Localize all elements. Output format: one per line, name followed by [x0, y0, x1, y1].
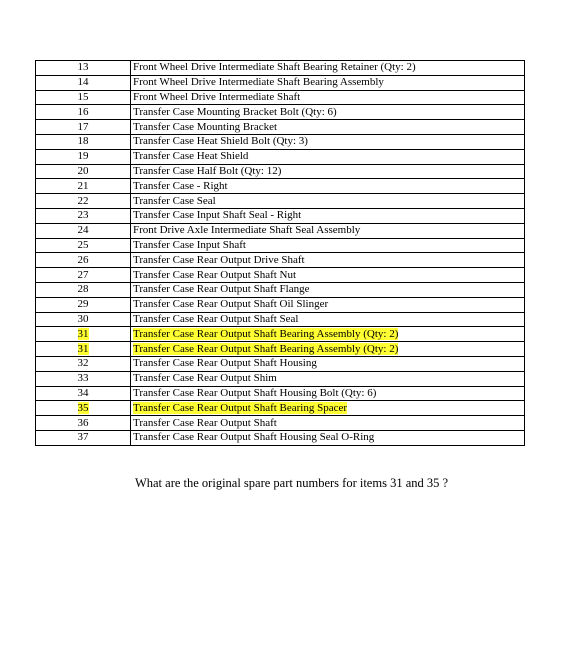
table-row	[36, 223, 525, 238]
table-row	[36, 75, 525, 90]
table-row	[36, 179, 525, 194]
item-number-cell	[36, 149, 131, 164]
table-row	[36, 253, 525, 268]
item-number: 26	[77, 253, 89, 266]
item-description-cell	[131, 164, 525, 179]
item-number: 34	[77, 386, 89, 399]
item-description: Transfer Case Rear Output Shaft Seal	[133, 312, 299, 325]
item-description: Transfer Case Heat Shield	[133, 150, 249, 163]
item-number-cell	[36, 90, 131, 105]
item-number: 21	[77, 179, 89, 192]
item-description-cell	[131, 105, 525, 120]
item-number-cell	[36, 179, 131, 194]
table-row	[36, 297, 525, 312]
item-number: 35	[77, 401, 89, 414]
item-number-cell	[36, 61, 131, 76]
item-number: 32	[77, 357, 89, 370]
table-row	[36, 120, 525, 135]
table-row	[36, 430, 525, 445]
item-description-cell	[131, 149, 525, 164]
item-description-cell	[131, 253, 525, 268]
item-number: 17	[77, 120, 89, 133]
item-description-cell	[131, 134, 525, 149]
item-number: 19	[77, 150, 89, 163]
item-description-cell	[131, 327, 525, 342]
item-description: Transfer Case - Right	[133, 179, 228, 192]
item-description-cell	[131, 371, 525, 386]
item-description-cell	[131, 297, 525, 312]
table-row	[36, 61, 525, 76]
item-number-cell	[36, 312, 131, 327]
item-description: Transfer Case Rear Output Drive Shaft	[133, 253, 305, 266]
item-description: Transfer Case Input Shaft	[133, 238, 246, 251]
item-number-cell	[36, 105, 131, 120]
item-number: 31	[77, 327, 89, 340]
table-row	[36, 386, 525, 401]
item-description-cell	[131, 90, 525, 105]
item-number: 16	[77, 105, 89, 118]
table-row	[36, 194, 525, 209]
item-description-cell	[131, 430, 525, 445]
item-description-cell	[131, 75, 525, 90]
table-row	[36, 282, 525, 297]
item-number-cell	[36, 342, 131, 357]
item-description-cell	[131, 194, 525, 209]
item-description: Transfer Case Rear Output Shaft Flange	[133, 283, 310, 296]
item-description: Front Wheel Drive Intermediate Shaft Bearing Retainer (Qty: 2)	[133, 61, 416, 74]
item-number: 23	[77, 209, 89, 222]
table-row	[36, 416, 525, 431]
item-number-cell	[36, 134, 131, 149]
item-number-cell	[36, 297, 131, 312]
item-number-cell	[36, 223, 131, 238]
item-description-cell	[131, 120, 525, 135]
item-number: 30	[77, 312, 89, 325]
item-description: Transfer Case Rear Output Shaft Nut	[133, 268, 297, 281]
table-row	[36, 238, 525, 253]
item-number-cell	[36, 386, 131, 401]
item-description-cell	[131, 356, 525, 371]
parts-table	[35, 60, 525, 446]
item-description: Transfer Case Mounting Bracket	[133, 120, 278, 133]
item-number: 22	[77, 194, 89, 207]
table-row	[36, 105, 525, 120]
item-number-cell	[36, 253, 131, 268]
item-number: 31	[77, 342, 89, 355]
item-number-cell	[36, 356, 131, 371]
item-number: 29	[77, 298, 89, 311]
item-number-cell	[36, 430, 131, 445]
item-description-cell	[131, 268, 525, 283]
item-description: Transfer Case Rear Output Shaft Housing Seal O-Ring	[133, 431, 375, 444]
question-text: What are the original spare part numbers for items 31 and 35 ?	[134, 476, 449, 490]
item-description-cell	[131, 282, 525, 297]
item-number-cell	[36, 75, 131, 90]
item-description-cell	[131, 61, 525, 76]
item-description-cell	[131, 342, 525, 357]
item-description: Transfer Case Rear Output Shaft Housing Bolt (Qty: 6)	[133, 386, 377, 399]
table-row	[36, 342, 525, 357]
item-number: 20	[77, 164, 89, 177]
table-row	[36, 134, 525, 149]
item-number: 25	[77, 238, 89, 251]
table-row	[36, 208, 525, 223]
table-row	[36, 401, 525, 416]
item-description: Transfer Case Rear Output Shaft Bearing Assembly (Qty: 2)	[133, 327, 399, 340]
item-number-cell	[36, 208, 131, 223]
item-description: Transfer Case Rear Output Shaft Oil Slinger	[133, 298, 329, 311]
item-description: Transfer Case Rear Output Shaft Housing	[133, 357, 317, 370]
item-number-cell	[36, 327, 131, 342]
item-number-cell	[36, 120, 131, 135]
item-description-cell	[131, 238, 525, 253]
table-row	[36, 327, 525, 342]
table-row	[36, 371, 525, 386]
item-number-cell	[36, 238, 131, 253]
item-description: Transfer Case Half Bolt (Qty: 12)	[133, 164, 282, 177]
item-description-cell	[131, 208, 525, 223]
item-number: 28	[77, 283, 89, 296]
item-description: Transfer Case Heat Shield Bolt (Qty: 3)	[133, 135, 308, 148]
item-number-cell	[36, 401, 131, 416]
item-number: 24	[77, 224, 89, 237]
item-description-cell	[131, 223, 525, 238]
item-number: 37	[77, 431, 89, 444]
item-description-cell	[131, 386, 525, 401]
item-number: 36	[77, 416, 89, 429]
item-number: 14	[77, 76, 89, 89]
item-number-cell	[36, 282, 131, 297]
item-description-cell	[131, 416, 525, 431]
item-number-cell	[36, 194, 131, 209]
item-description: Transfer Case Seal	[133, 194, 216, 207]
table-row	[36, 312, 525, 327]
item-description: Transfer Case Input Shaft Seal - Right	[133, 209, 302, 222]
item-description: Transfer Case Rear Output Shaft Bearing Assembly (Qty: 2)	[133, 342, 399, 355]
table-row	[36, 268, 525, 283]
item-description: Transfer Case Rear Output Shaft	[133, 416, 277, 429]
item-number: 13	[77, 61, 89, 74]
table-row	[36, 356, 525, 371]
item-number-cell	[36, 371, 131, 386]
table-row	[36, 149, 525, 164]
item-description: Front Wheel Drive Intermediate Shaft	[133, 90, 301, 103]
item-number-cell	[36, 164, 131, 179]
item-number: 18	[77, 135, 89, 148]
item-number: 27	[77, 268, 89, 281]
item-number: 15	[77, 90, 89, 103]
item-description: Front Drive Axle Intermediate Shaft Seal Assembly	[133, 224, 361, 237]
table-row	[36, 90, 525, 105]
item-description-cell	[131, 401, 525, 416]
table-row	[36, 164, 525, 179]
item-description: Transfer Case Rear Output Shim	[133, 372, 277, 385]
item-number: 33	[77, 372, 89, 385]
item-description-cell	[131, 179, 525, 194]
item-description: Front Wheel Drive Intermediate Shaft Bearing Assembly	[133, 76, 384, 89]
item-number-cell	[36, 416, 131, 431]
item-number-cell	[36, 268, 131, 283]
item-description: Transfer Case Mounting Bracket Bolt (Qty: 6)	[133, 105, 337, 118]
item-description-cell	[131, 312, 525, 327]
parts-table-body	[36, 61, 525, 446]
item-description: Transfer Case Rear Output Shaft Bearing Spacer	[133, 401, 348, 414]
